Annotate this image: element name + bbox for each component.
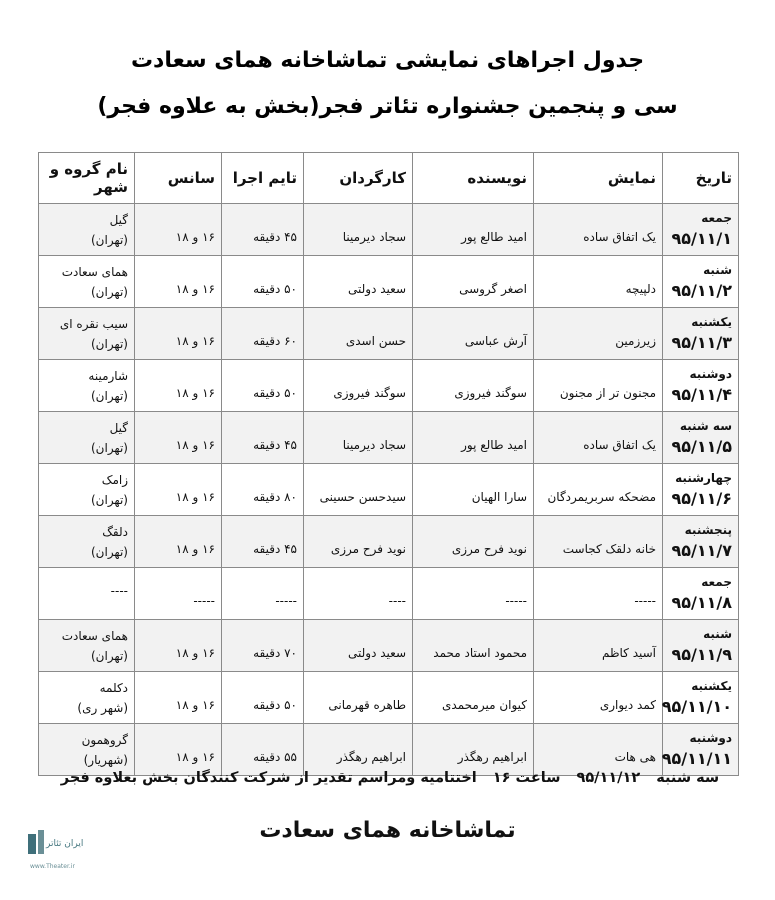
group-cell bbox=[39, 412, 135, 464]
page-subtitle: سی و پنجمین جشنواره تئاتر فجر(بخش به علاوه فجر) bbox=[97, 94, 678, 119]
group-cell bbox=[39, 464, 135, 516]
group-cell bbox=[39, 308, 135, 360]
group-cell bbox=[39, 568, 135, 620]
duration-cell: ۵۰ دقیقه bbox=[222, 360, 304, 412]
writer-cell: محمود استاد محمد bbox=[413, 620, 534, 672]
header-duration: تایم اجرا bbox=[222, 153, 304, 204]
group-city: (تهران) bbox=[90, 440, 128, 455]
table-row bbox=[39, 672, 739, 724]
duration-cell: ۵۰ دقیقه bbox=[222, 672, 304, 724]
header-show: نمایش bbox=[534, 153, 663, 204]
day-name: یکشنبه bbox=[691, 315, 732, 329]
director-cell: طاهره قهرمانی bbox=[304, 672, 413, 724]
date-cell bbox=[663, 672, 739, 724]
day-name: شنبه bbox=[703, 627, 732, 641]
show-cell: هی هات bbox=[534, 724, 663, 776]
date-value: ۹۵/۱۱/۷ bbox=[671, 541, 732, 560]
writer-cell: اصغر گروسی bbox=[413, 256, 534, 308]
duration-cell: ۵۰ دقیقه bbox=[222, 256, 304, 308]
show-cell: کمد دیواری bbox=[534, 672, 663, 724]
session-cell: ۱۶ و ۱۸ bbox=[135, 204, 222, 256]
date-value: ۹۵/۱۱/۲ bbox=[671, 281, 732, 300]
group-cell bbox=[39, 620, 135, 672]
date-value: ۹۵/۱۱/۸ bbox=[671, 593, 732, 612]
session-cell: ۱۶ و ۱۸ bbox=[135, 724, 222, 776]
group-cell bbox=[39, 204, 135, 256]
duration-cell: ۸۰ دقیقه bbox=[222, 464, 304, 516]
group-city: (تهران) bbox=[90, 648, 128, 663]
group-city: (شهر ری) bbox=[77, 700, 128, 715]
iran-theater-logo bbox=[26, 826, 96, 872]
director-cell: سجاد دیرمینا bbox=[304, 204, 413, 256]
group-name: ---- bbox=[110, 583, 128, 598]
show-cell: خانه دلقک کجاست bbox=[534, 516, 663, 568]
duration-cell: ۴۵ دقیقه bbox=[222, 204, 304, 256]
duration-cell: ۴۵ دقیقه bbox=[222, 412, 304, 464]
day-name: جمعه bbox=[701, 211, 732, 225]
table-row bbox=[39, 568, 739, 620]
show-cell: مضحکه سربریمردگان bbox=[534, 464, 663, 516]
group-name: همای سعادت bbox=[61, 264, 128, 279]
group-name: دلقگ bbox=[102, 524, 128, 539]
date-value: ۹۵/۱۱/۹ bbox=[671, 645, 732, 664]
table-row bbox=[39, 204, 739, 256]
duration-cell: ۵۵ دقیقه bbox=[222, 724, 304, 776]
director-cell: سیدحسن حسینی bbox=[304, 464, 413, 516]
session-cell: ۱۶ و ۱۸ bbox=[135, 672, 222, 724]
group-city: (تهران) bbox=[90, 232, 128, 247]
session-cell: ۱۶ و ۱۸ bbox=[135, 620, 222, 672]
group-name: زامک bbox=[101, 472, 128, 487]
table-row bbox=[39, 724, 739, 776]
duration-cell: ۷۰ دقیقه bbox=[222, 620, 304, 672]
group-name: گیل bbox=[109, 420, 128, 435]
show-cell: مجنون تر از مجنون bbox=[534, 360, 663, 412]
director-cell: سعید دولتی bbox=[304, 256, 413, 308]
header-director: کارگردان bbox=[304, 153, 413, 204]
group-cell bbox=[39, 672, 135, 724]
session-cell: ----- bbox=[135, 568, 222, 620]
duration-cell: ۴۵ دقیقه bbox=[222, 516, 304, 568]
director-cell: حسن اسدی bbox=[304, 308, 413, 360]
writer-cell: آرش عباسی bbox=[413, 308, 534, 360]
date-cell bbox=[663, 412, 739, 464]
session-cell: ۱۶ و ۱۸ bbox=[135, 412, 222, 464]
date-cell bbox=[663, 516, 739, 568]
session-cell: ۱۶ و ۱۸ bbox=[135, 464, 222, 516]
header-writer: نویسنده bbox=[413, 153, 534, 204]
table-row bbox=[39, 464, 739, 516]
group-name: دکلمه bbox=[99, 680, 128, 695]
director-cell: سجاد دیرمینا bbox=[304, 412, 413, 464]
date-value: ۹۵/۱۱/۶ bbox=[671, 489, 732, 508]
group-cell bbox=[39, 724, 135, 776]
director-cell: ---- bbox=[304, 568, 413, 620]
date-value: ۹۵/۱۱/۴ bbox=[671, 385, 732, 404]
closing-date: ۹۵/۱۱/۱۲ bbox=[576, 770, 641, 786]
show-cell: آسید کاظم bbox=[534, 620, 663, 672]
group-cell bbox=[39, 516, 135, 568]
logo-text: ایران تئاتر bbox=[46, 839, 84, 849]
table-header-row bbox=[39, 153, 739, 204]
writer-cell: امید طالع پور bbox=[413, 412, 534, 464]
show-cell: دلپیچه bbox=[534, 256, 663, 308]
date-cell bbox=[663, 724, 739, 776]
date-value: ۹۵/۱۱/۵ bbox=[671, 437, 732, 456]
day-name: پنجشنبه bbox=[684, 523, 732, 537]
date-cell bbox=[663, 620, 739, 672]
closing-day: سه شنبه bbox=[656, 770, 720, 786]
table-row bbox=[39, 308, 739, 360]
date-cell bbox=[663, 256, 739, 308]
footer-title: تماشاخانه همای سعادت bbox=[259, 818, 516, 843]
writer-cell: سارا الهیان bbox=[413, 464, 534, 516]
day-name: دوشنبه bbox=[689, 731, 732, 745]
writer-cell: ابراهیم رهگذر bbox=[413, 724, 534, 776]
date-value: ۹۵/۱۱/۱ bbox=[671, 229, 732, 248]
day-name: دوشنبه bbox=[689, 367, 732, 381]
closing-ceremony-note bbox=[40, 770, 740, 786]
show-cell: ----- bbox=[534, 568, 663, 620]
table-row bbox=[39, 620, 739, 672]
writer-cell: امید طالع پور bbox=[413, 204, 534, 256]
day-name: یکشنبه bbox=[691, 679, 732, 693]
group-name: گروهمون bbox=[81, 732, 128, 747]
group-city: (تهران) bbox=[90, 388, 128, 403]
session-cell: ۱۶ و ۱۸ bbox=[135, 256, 222, 308]
writer-cell: کیوان میرمحمدی bbox=[413, 672, 534, 724]
day-name: سه شنبه bbox=[679, 419, 732, 433]
table-row bbox=[39, 360, 739, 412]
group-name: سیب نقره ای bbox=[59, 316, 128, 331]
show-cell: یک اتفاق ساده bbox=[534, 412, 663, 464]
table-row bbox=[39, 412, 739, 464]
group-name: شارمینه bbox=[88, 368, 128, 383]
page-title: جدول اجراهای نمایشی تماشاخانه همای سعادت bbox=[130, 48, 645, 73]
director-cell: سوگند فیروزی bbox=[304, 360, 413, 412]
header-session: سانس bbox=[135, 153, 222, 204]
writer-cell: ----- bbox=[413, 568, 534, 620]
group-name: گیل bbox=[109, 212, 128, 227]
table-row bbox=[39, 256, 739, 308]
writer-cell: نوید فرح مرزی bbox=[413, 516, 534, 568]
date-cell bbox=[663, 204, 739, 256]
date-cell bbox=[663, 360, 739, 412]
show-cell: یک اتفاق ساده bbox=[534, 204, 663, 256]
group-cell bbox=[39, 360, 135, 412]
date-value: ۹۵/۱۱/۳ bbox=[671, 333, 732, 352]
group-city: (تهران) bbox=[90, 492, 128, 507]
date-cell bbox=[663, 308, 739, 360]
schedule-table bbox=[38, 152, 739, 776]
session-cell: ۱۶ و ۱۸ bbox=[135, 516, 222, 568]
session-cell: ۱۶ و ۱۸ bbox=[135, 308, 222, 360]
session-cell: ۱۶ و ۱۸ bbox=[135, 360, 222, 412]
day-name: شنبه bbox=[703, 263, 732, 277]
show-cell: زیرزمین bbox=[534, 308, 663, 360]
header-date: تاریخ bbox=[663, 153, 739, 204]
director-cell: نوید فرح مرزی bbox=[304, 516, 413, 568]
table-row bbox=[39, 516, 739, 568]
group-city: (تهران) bbox=[90, 284, 128, 299]
duration-cell: ----- bbox=[222, 568, 304, 620]
director-cell: ابراهیم رهگذر bbox=[304, 724, 413, 776]
date-cell bbox=[663, 568, 739, 620]
date-value: ۹۵/۱۱/۱۱ bbox=[661, 749, 732, 768]
day-name: جمعه bbox=[701, 575, 732, 589]
group-city: (شهریار) bbox=[83, 752, 128, 767]
group-city: (تهران) bbox=[90, 544, 128, 559]
closing-time: ساعت ۱۶ bbox=[492, 770, 561, 786]
duration-cell: ۶۰ دقیقه bbox=[222, 308, 304, 360]
date-value: ۹۵/۱۱/۱۰ bbox=[661, 697, 732, 716]
closing-text: اختتامیه ومراسم تقدیر از شرکت کنندگان بخش بعلاوه فجر bbox=[60, 770, 477, 786]
group-cell bbox=[39, 256, 135, 308]
logo-url: www.Theater.ir bbox=[30, 863, 75, 870]
group-city: (تهران) bbox=[90, 336, 128, 351]
director-cell: سعید دولتی bbox=[304, 620, 413, 672]
day-name: چهارشنبه bbox=[675, 471, 732, 485]
writer-cell: سوگند فیروزی bbox=[413, 360, 534, 412]
group-name: همای سعادت bbox=[61, 628, 128, 643]
date-cell bbox=[663, 464, 739, 516]
header-group: نام گروه و شهر bbox=[39, 153, 135, 204]
